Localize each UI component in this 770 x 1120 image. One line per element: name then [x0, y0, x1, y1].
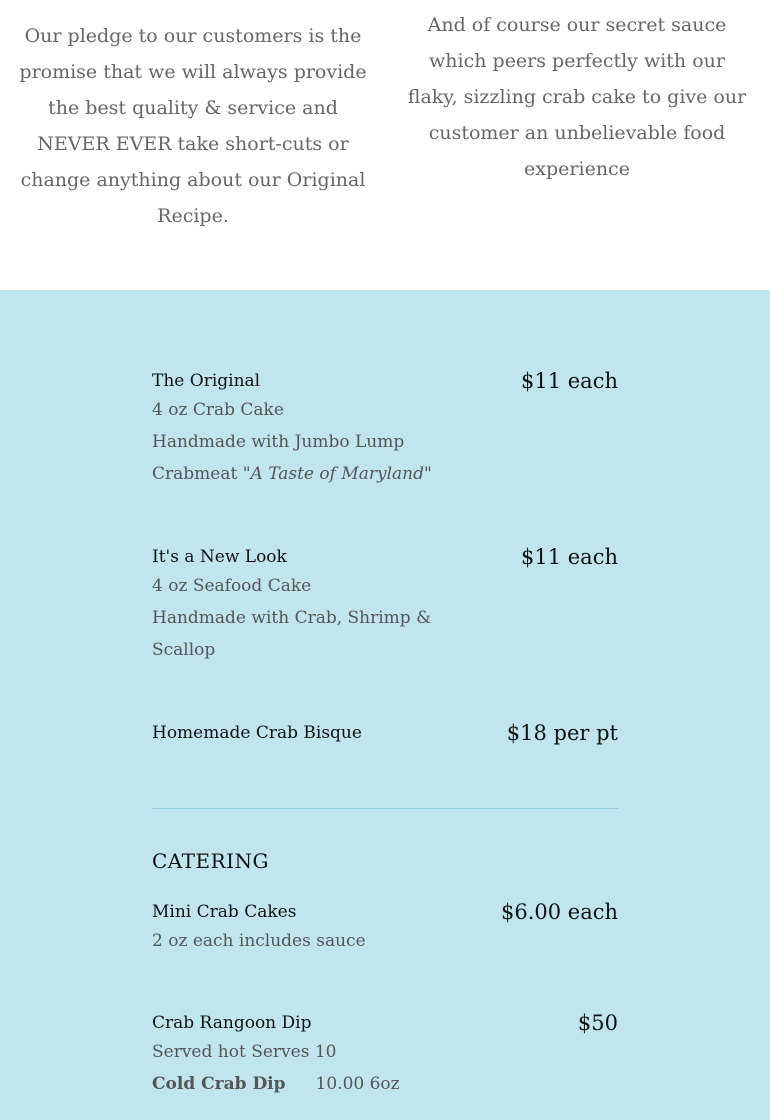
tagline-italic: A Taste of Maryland	[250, 464, 424, 484]
menu-item-price: $11 each	[521, 369, 618, 393]
description-text: Crabmeat "	[152, 464, 251, 484]
menu-item-name: Homemade Crab Bisque	[152, 723, 362, 743]
secret-sauce-text: And of course our secret sauce which peers perfectly with our flaky, sizzling crab cake to give our customer an unbelievable food experience	[407, 14, 747, 180]
description-line: Scallop	[152, 640, 216, 660]
description-line: 2 oz each includes sauce	[152, 931, 366, 951]
menu-item-new-look	[152, 546, 618, 676]
menu-item-the-original	[152, 370, 618, 500]
description-line: 4 oz Seafood Cake	[152, 576, 312, 596]
section-divider	[152, 808, 618, 809]
cold-crab-dip-label: Cold Crab Dip	[152, 1074, 286, 1094]
intro-section	[0, 0, 770, 290]
description-line: 4 oz Crab Cake	[152, 400, 284, 420]
menu-item-price: $6.00 each	[500, 900, 618, 924]
menu-section	[0, 290, 770, 1120]
menu-item-name: Crab Rangoon Dip	[152, 1013, 312, 1033]
menu-item-description	[152, 925, 452, 957]
description-line: Served hot Serves 10	[152, 1042, 337, 1062]
menu-item-description	[152, 394, 452, 490]
menu-item-price: $18 per pt	[506, 721, 618, 745]
description-text: "	[424, 464, 432, 484]
menu-item-name: The Original	[152, 371, 261, 391]
menu-item-name: Mini Crab Cakes	[152, 902, 297, 922]
pledge-text: Our pledge to our customers is the promise that we will always provide the best quality & service and NEVER EVER take short-cuts or change anything about our Original Recipe.	[19, 25, 367, 227]
catering-item-crab-rangoon-dip	[152, 1012, 618, 1112]
menu-item-description	[152, 1036, 452, 1100]
cold-crab-dip-detail: 10.00 6oz	[315, 1074, 400, 1094]
description-line	[152, 458, 452, 490]
menu-item-name: It's a New Look	[152, 547, 287, 567]
description-line: Handmade with Jumbo Lump	[152, 432, 405, 452]
menu-item-crab-bisque	[152, 722, 618, 752]
menu-item-price: $11 each	[521, 545, 618, 569]
menu-item-price: $50	[577, 1011, 618, 1035]
description-line: Handmade with Crab, Shrimp &	[152, 608, 432, 628]
menu-item-description	[152, 570, 452, 666]
description-line	[152, 1068, 452, 1100]
catering-heading: CATERING	[152, 849, 270, 873]
catering-item-mini-crab-cakes	[152, 901, 618, 971]
